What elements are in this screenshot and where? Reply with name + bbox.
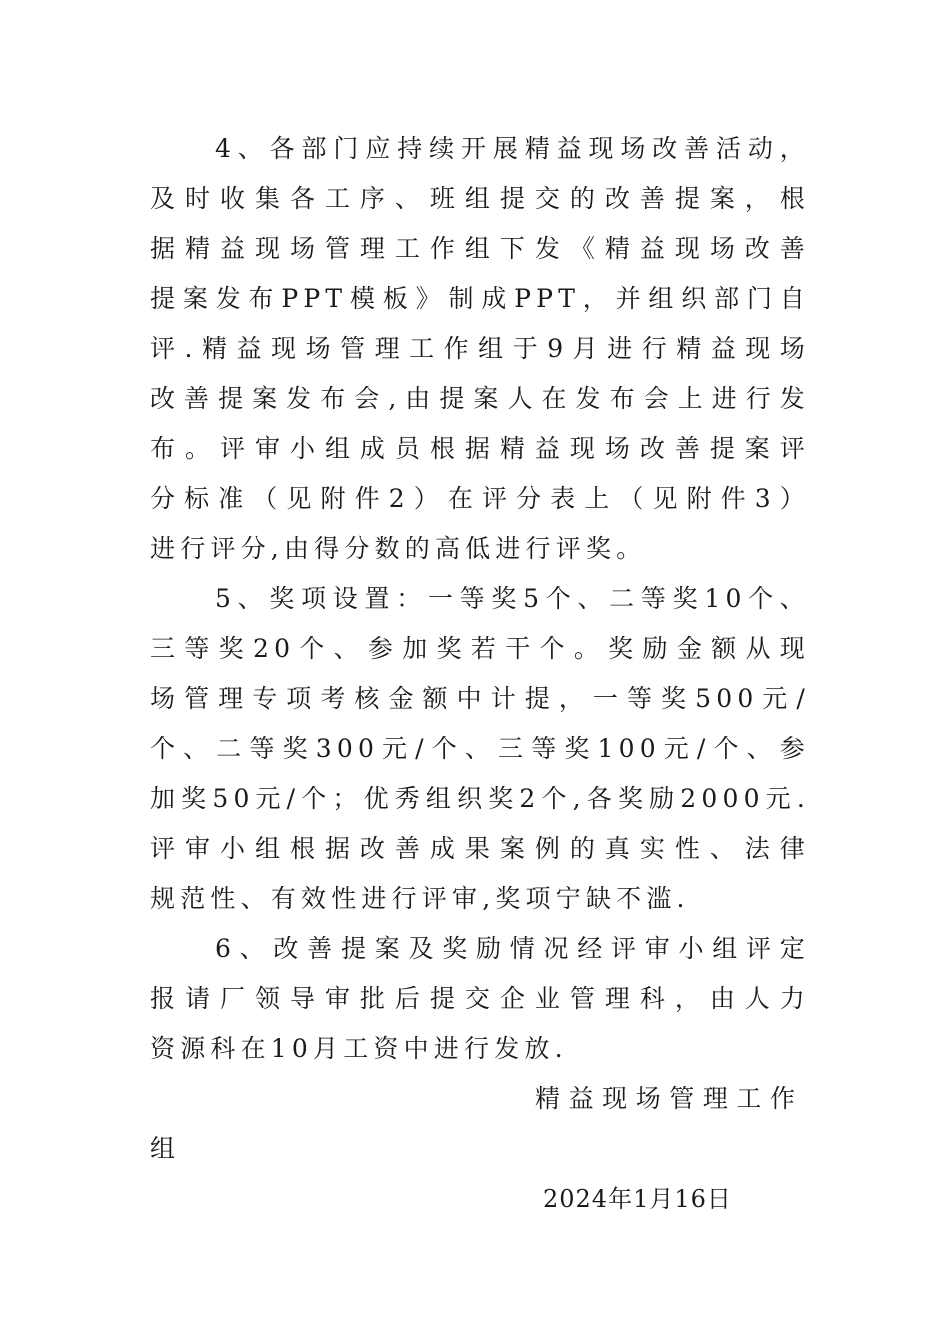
- paragraph-line: 个、二等奖300元/个、三等奖100元/个、参: [150, 734, 810, 763]
- paragraph-line: 据精益现场管理工作组下发《精益现场改善: [150, 234, 810, 263]
- paragraph-line: 提案发布PPT模板》制成PPT，并组织部门自: [150, 284, 810, 313]
- paragraph-line: 改善提案发布会,由提案人在发布会上进行发: [150, 384, 810, 413]
- paragraph-line: 评审小组根据改善成果案例的真实性、法律: [150, 834, 810, 863]
- paragraph-line: 4、各部门应持续开展精益现场改善活动，: [215, 134, 810, 163]
- paragraph-line: 评.精益现场管理工作组于9月进行精益现场: [150, 334, 810, 363]
- signature-organization-continued: 组: [150, 1134, 176, 1163]
- paragraph-line: 三等奖20个、参加奖若干个。奖励金额从现: [150, 634, 810, 663]
- paragraph-line: 场管理专项考核金额中计提，一等奖500元/: [150, 684, 810, 713]
- paragraph-line: 资源科在10月工资中进行发放.: [150, 1034, 568, 1063]
- paragraph-line: 5、奖项设置：一等奖5个、二等奖10个、: [215, 584, 810, 613]
- paragraph-line: 加奖50元/个；优秀组织奖2个,各奖励2000元.: [150, 784, 810, 813]
- paragraph-line: 布。评审小组成员根据精益现场改善提案评: [150, 434, 810, 463]
- paragraph-line: 分标准（见附件2）在评分表上（见附件3）: [150, 484, 810, 513]
- paragraph-line: 规范性、有效性进行评审,奖项宁缺不滥.: [150, 884, 690, 913]
- paragraph-line: 6、改善提案及奖励情况经评审小组评定: [215, 934, 810, 963]
- paragraph-line: 及时收集各工序、班组提交的改善提案，根: [150, 184, 810, 213]
- paragraph-line: 进行评分,由得分数的高低进行评奖。: [150, 534, 647, 563]
- document-date: 2024年1月16日: [543, 1185, 732, 1213]
- signature-organization: 精益现场管理工作: [535, 1084, 795, 1113]
- paragraph-line: 报请厂领导审批后提交企业管理科，由人力: [150, 984, 810, 1013]
